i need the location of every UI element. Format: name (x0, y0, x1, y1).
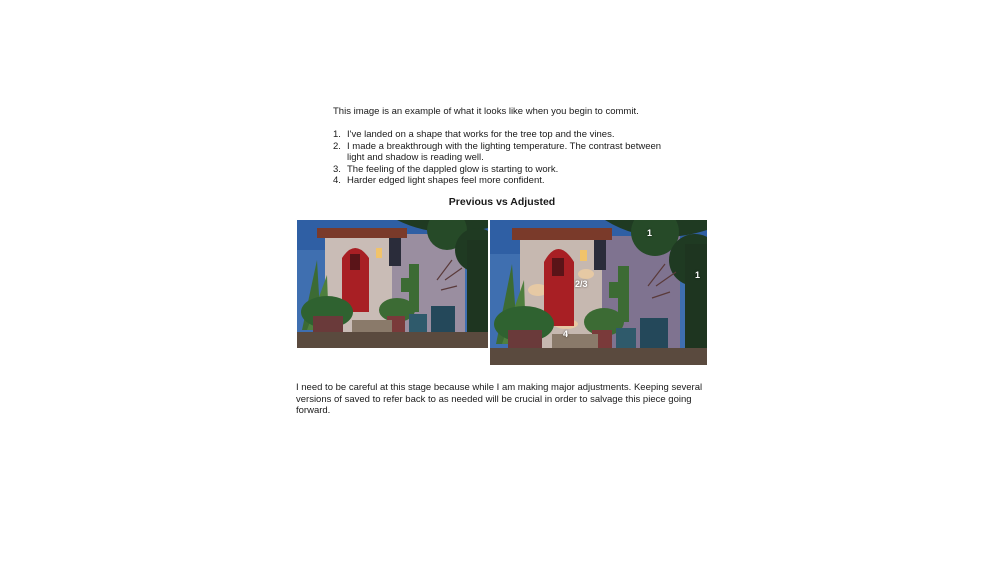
previous-painting-image (297, 220, 488, 348)
previous-painting-illustration (297, 220, 488, 348)
list-item-text: I've landed on a shape that works for the tree top and the vines. (347, 129, 615, 140)
list-item-number: 1. (333, 129, 341, 140)
adjusted-painting-image (490, 220, 707, 365)
list-item (333, 141, 678, 164)
list-item-number: 3. (333, 163, 341, 175)
list-item-text: I made a breakthrough with the lighting temperature. The contrast between light and shadow is reading well. (347, 140, 662, 163)
outro-paragraph: I need to be careful at this stage because while I am making major adjustments. Keeping several versions of saved to refer back to as needed will be crucial in order to salvage this piece going forward. (296, 382, 703, 416)
marker-vines: 1 (695, 270, 701, 280)
list-item (333, 129, 678, 141)
marker-tree-top: 1 (647, 228, 653, 238)
list-item (333, 164, 678, 176)
adjustment-list (333, 129, 678, 187)
list-item-number: 2. (333, 140, 341, 152)
list-item-text: The feeling of the dappled glow is starting to work. (347, 163, 559, 175)
adjusted-painting-illustration (490, 220, 707, 365)
list-item-text: Harder edged light shapes feel more confident. (347, 175, 545, 186)
comparison-heading: Previous vs Adjusted (448, 196, 556, 208)
marker-light-shapes: 4 (563, 329, 569, 339)
list-item-number: 4. (333, 175, 341, 186)
marker-lighting-glow: 2/3 (575, 279, 588, 289)
list-item (333, 175, 678, 187)
intro-paragraph: This image is an example of what it looks like when you begin to commit. (333, 106, 639, 117)
